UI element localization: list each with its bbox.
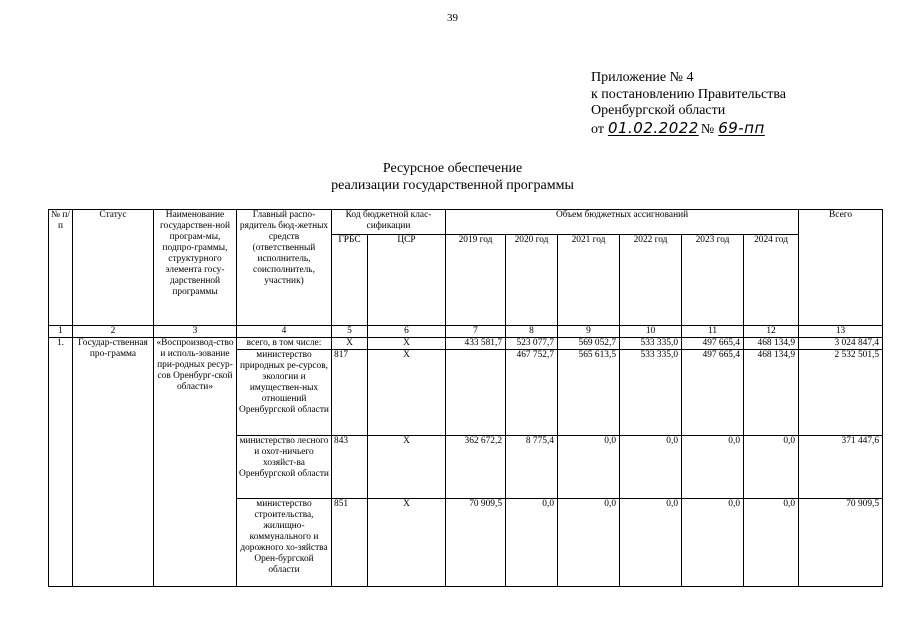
header-year: 2020 год [506,235,558,326]
header-manager: Главный распо-рядитель бюд-жетных средств (ответственный исполнитель, соисполнитель, участник) [237,210,332,326]
row-value: 569 052,7 [558,338,620,350]
row-csr: Х [368,499,446,587]
from-label: от [591,121,604,137]
appendix-signature-line [591,120,786,139]
appendix-line-1: Приложение № 4 [591,70,694,85]
row-grbs: Х [332,338,368,350]
resource-table [48,209,883,587]
row-value: 0,0 [620,436,682,499]
handwritten-date: 01.02.2022 [607,118,699,137]
row-value: 0,0 [682,436,744,499]
header-year: 2023 год [682,235,744,326]
row-value: 467 752,7 [506,350,558,436]
header-status: Статус [73,210,154,326]
header-name: Наименование государствен-ной програм-мы, подпро-граммы, структурного элемента госу-дарственной программы [154,210,237,326]
table-row [49,338,883,350]
row-value: 0,0 [744,499,799,587]
header-year: 2022 год [620,235,682,326]
header-row-1 [49,210,883,235]
column-index: 4 [237,326,332,338]
program-status: Государ-ственная про-грамма [73,338,154,587]
appendix-line-3: Оренбургской области [591,103,726,118]
column-index: 10 [620,326,682,338]
row-value: 362 672,2 [446,436,506,499]
row-total: 3 024 847,4 [799,338,883,350]
column-index: 3 [154,326,237,338]
row-value: 468 134,9 [744,350,799,436]
column-index: 5 [332,326,368,338]
header-grbs: ГРБС [332,235,368,326]
document-title [0,160,905,194]
page-number: 39 [447,12,458,24]
row-value: 0,0 [682,499,744,587]
header-volume-group: Объем бюджетных ассигнований [446,210,799,235]
row-value: 565 613,5 [558,350,620,436]
header-year: 2021 год [558,235,620,326]
row-csr: Х [368,436,446,499]
row-manager: министерство лесного и охот-ничьего хозяйст-ва Оренбургской области [237,436,332,499]
column-index: 6 [368,326,446,338]
row-value: 0,0 [558,436,620,499]
row-value: 497 665,4 [682,350,744,436]
row-manager: министерство строительства, жилищно-коммунального и дорожного хо-зяйства Орен-бургской области [237,499,332,587]
header-csr: ЦСР [368,235,446,326]
column-index: 13 [799,326,883,338]
program-num: 1. [49,338,73,587]
program-name: «Воспроизвод-ство и исполь-зование при-родных ресур-сов Оренбург-ской области» [154,338,237,587]
row-total: 2 532 501,5 [799,350,883,436]
row-grbs: 851 [332,499,368,587]
column-index-row [49,326,883,338]
column-index: 1 [49,326,73,338]
row-total: 70 909,5 [799,499,883,587]
row-value: 0,0 [506,499,558,587]
column-index: 8 [506,326,558,338]
title-line-1: Ресурсное обеспечение [382,161,523,176]
header-year: 2024 год [744,235,799,326]
header-code-group: Код бюджетной клас-сификации [332,210,446,235]
row-csr: Х [368,338,446,350]
row-manager: министерство природных ре-сурсов, экологии и имуществен-ных отношений Оренбургской области [237,350,332,436]
column-index: 2 [73,326,154,338]
row-value: 0,0 [620,499,682,587]
row-value: 533 335,0 [620,338,682,350]
column-index: 9 [558,326,620,338]
handwritten-number: 69-пп [718,118,765,137]
row-value [446,350,506,436]
appendix-line-2: к постановлению Правительства [591,86,787,102]
appendix-block [591,70,786,138]
row-value: 8 775,4 [506,436,558,499]
row-grbs: 817 [332,350,368,436]
column-index: 12 [744,326,799,338]
row-value: 533 335,0 [620,350,682,436]
column-index: 11 [682,326,744,338]
row-value: 70 909,5 [446,499,506,587]
row-value: 468 134,9 [744,338,799,350]
header-total: Всего [799,210,883,326]
row-total: 371 447,6 [799,436,883,499]
row-value: 433 581,7 [446,338,506,350]
number-label: № [700,121,715,137]
row-value: 0,0 [558,499,620,587]
row-value: 0,0 [744,436,799,499]
row-value: 523 077,7 [506,338,558,350]
row-csr: Х [368,350,446,436]
row-value: 497 665,4 [682,338,744,350]
title-line-2: реализации государственной программы [331,178,574,193]
row-grbs: 843 [332,436,368,499]
row-manager: всего, в том числе: [237,338,332,350]
header-year: 2019 год [446,235,506,326]
header-num: № п/п [49,210,73,326]
column-index: 7 [446,326,506,338]
